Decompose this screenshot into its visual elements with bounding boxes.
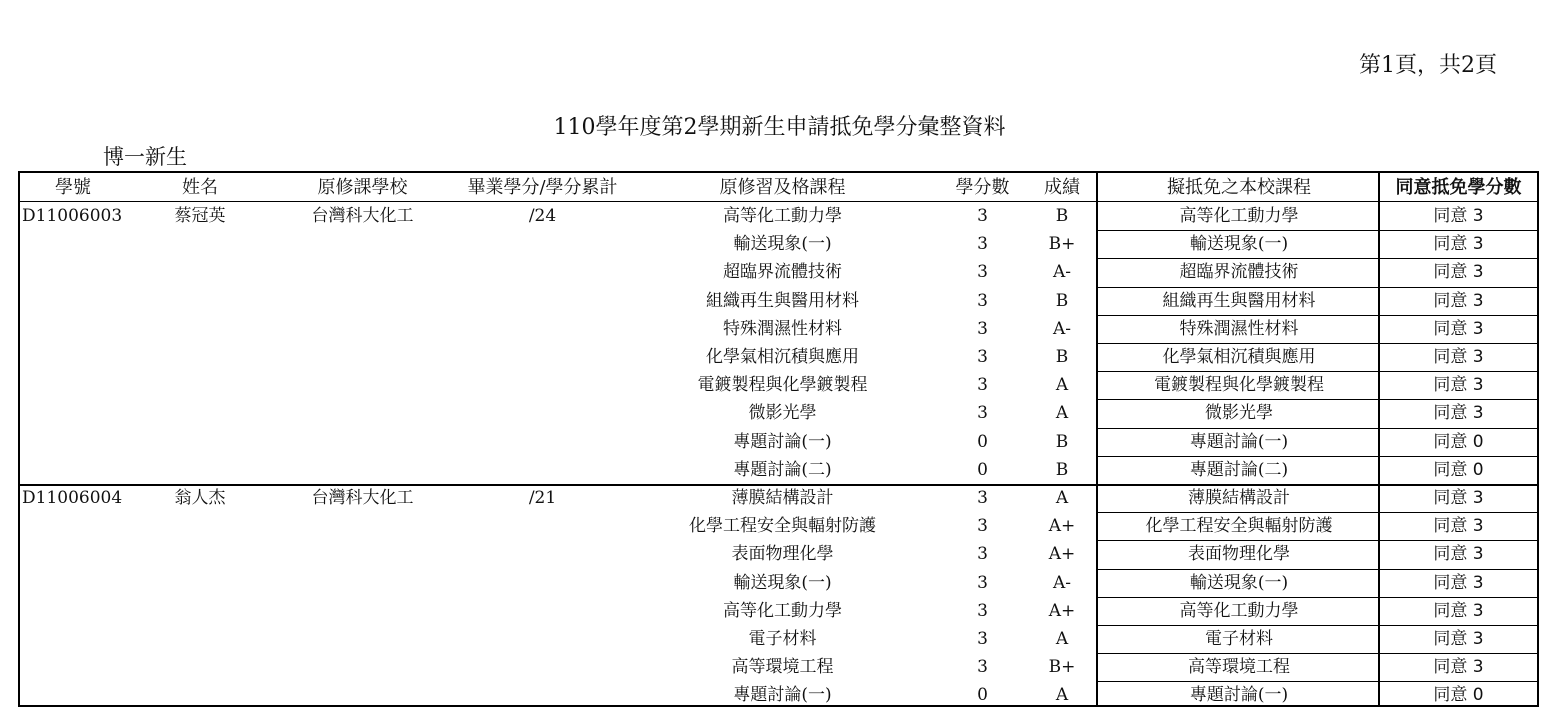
document-title: 110學年度第2學期新生申請抵免學分彙整資料 xyxy=(553,115,1006,140)
course-grade: A xyxy=(1055,629,1069,649)
original-course: 輸送現象(一) xyxy=(733,234,832,255)
course-credits: 3 xyxy=(977,657,988,678)
student-name: 蔡冠英 xyxy=(174,206,226,226)
header-student-id: 學號 xyxy=(55,177,91,198)
approved-credits: 同意 0 xyxy=(1433,431,1484,452)
course-credits: 3 xyxy=(977,290,988,311)
previous-school: 台灣科大化工 xyxy=(311,206,414,226)
course-credits: 3 xyxy=(977,629,988,649)
course-grade: B xyxy=(1055,206,1069,226)
original-course: 薄膜結構設計 xyxy=(731,488,834,508)
target-course: 超臨界流體技術 xyxy=(1179,262,1299,283)
course-grade: A- xyxy=(1052,572,1072,593)
course-credits: 3 xyxy=(977,403,988,424)
original-course: 高等環境工程 xyxy=(731,657,834,678)
approved-credits: 同意 3 xyxy=(1433,234,1484,255)
student-id: D11006004 xyxy=(22,488,123,508)
target-course: 電鍍製程與化學鍍製程 xyxy=(1154,375,1324,396)
approved-credits: 同意 3 xyxy=(1433,403,1484,424)
course-grade: B xyxy=(1055,290,1069,311)
approved-credits: 同意 3 xyxy=(1433,375,1484,396)
course-credits: 0 xyxy=(977,459,988,480)
course-credits: 3 xyxy=(977,516,988,537)
course-grade: A xyxy=(1055,403,1069,424)
course-grade: A- xyxy=(1052,318,1072,339)
target-course: 專題討論(二) xyxy=(1189,459,1289,480)
approved-credits: 同意 3 xyxy=(1433,600,1484,621)
header-target-course: 擬抵免之本校課程 xyxy=(1167,177,1311,198)
approved-credits: 同意 3 xyxy=(1433,544,1484,565)
course-credits: 0 xyxy=(977,685,988,706)
target-course: 化學氣相沉積與應用 xyxy=(1162,347,1316,367)
course-grade: A xyxy=(1055,375,1069,396)
header-grade: 成績 xyxy=(1044,177,1080,198)
approved-credits: 同意 3 xyxy=(1433,347,1484,367)
course-credits: 3 xyxy=(977,206,988,226)
header-name: 姓名 xyxy=(182,177,218,198)
student-name: 翁人杰 xyxy=(174,488,226,508)
course-grade: B xyxy=(1055,459,1069,480)
original-course: 專題討論(一) xyxy=(733,431,832,452)
course-credits: 3 xyxy=(977,262,988,283)
course-grade: B+ xyxy=(1048,657,1076,678)
target-course: 特殊潤濕性材料 xyxy=(1179,318,1299,339)
target-course: 高等化工動力學 xyxy=(1179,600,1299,621)
credits-summary: /24 xyxy=(528,206,557,226)
approved-credits: 同意 0 xyxy=(1433,459,1484,480)
target-course: 電子材料 xyxy=(1205,629,1273,649)
approved-credits: 同意 3 xyxy=(1433,290,1484,311)
credit-waiver-table xyxy=(18,171,1539,707)
target-course: 輸送現象(一) xyxy=(1189,572,1289,593)
target-course: 高等環境工程 xyxy=(1188,657,1290,678)
credits-summary: /21 xyxy=(528,488,557,508)
target-course: 高等化工動力學 xyxy=(1179,206,1299,226)
approved-credits: 同意 0 xyxy=(1433,685,1484,706)
original-course: 電子材料 xyxy=(748,629,817,649)
target-course: 微影光學 xyxy=(1205,403,1273,424)
student-id: D11006003 xyxy=(22,206,123,226)
original-course: 高等化工動力學 xyxy=(723,600,842,621)
header-school: 原修課學校 xyxy=(317,177,408,198)
course-grade: A xyxy=(1055,685,1069,706)
target-course: 化學工程安全與輻射防護 xyxy=(1145,516,1333,537)
course-credits: 0 xyxy=(977,431,988,452)
original-course: 超臨界流體技術 xyxy=(723,262,842,283)
approved-credits: 同意 3 xyxy=(1433,572,1484,593)
target-course: 專題討論(一) xyxy=(1189,431,1289,452)
approved-credits: 同意 3 xyxy=(1433,516,1484,537)
target-course: 輸送現象(一) xyxy=(1189,234,1289,255)
page-number: 第1頁，共2頁 xyxy=(1359,53,1497,78)
approved-credits: 同意 3 xyxy=(1433,629,1484,649)
course-grade: B xyxy=(1055,347,1069,367)
previous-school: 台灣科大化工 xyxy=(311,488,414,508)
header-credits: 畢業學分/學分累計 xyxy=(467,177,618,198)
course-credits: 3 xyxy=(977,318,988,339)
course-credits: 3 xyxy=(977,234,988,255)
course-grade: A- xyxy=(1052,262,1072,283)
original-course: 專題討論(二) xyxy=(733,459,832,480)
course-grade: A+ xyxy=(1048,600,1076,621)
original-course: 輸送現象(一) xyxy=(733,572,832,593)
course-grade: A xyxy=(1055,488,1069,508)
header-course: 原修習及格課程 xyxy=(719,177,846,198)
course-grade: A+ xyxy=(1048,544,1076,565)
original-course: 高等化工動力學 xyxy=(723,206,842,226)
target-course: 薄膜結構設計 xyxy=(1188,488,1290,508)
header-approved: 同意抵免學分數 xyxy=(1395,177,1522,198)
course-credits: 3 xyxy=(977,600,988,621)
approved-credits: 同意 3 xyxy=(1433,657,1484,678)
original-course: 化學氣相沉積與應用 xyxy=(706,347,859,367)
approved-credits: 同意 3 xyxy=(1433,318,1484,339)
course-credits: 3 xyxy=(977,572,988,593)
course-credits: 3 xyxy=(977,544,988,565)
original-course: 組織再生與醫用材料 xyxy=(706,290,859,311)
course-credits: 3 xyxy=(977,347,988,367)
target-course: 表面物理化學 xyxy=(1188,544,1290,565)
original-course: 微影光學 xyxy=(748,403,817,424)
approved-credits: 同意 3 xyxy=(1433,262,1484,283)
original-course: 表面物理化學 xyxy=(731,544,834,565)
approved-credits: 同意 3 xyxy=(1433,206,1484,226)
original-course: 電鍍製程與化學鍍製程 xyxy=(697,375,868,396)
course-credits: 3 xyxy=(977,488,988,508)
group-label: 博一新生 xyxy=(103,145,187,169)
original-course: 化學工程安全與輻射防護 xyxy=(689,516,876,537)
header-course-credits: 學分數 xyxy=(955,177,1010,198)
target-course: 專題討論(一) xyxy=(1189,685,1289,706)
target-course: 組織再生與醫用材料 xyxy=(1162,290,1316,311)
approved-credits: 同意 3 xyxy=(1433,488,1484,508)
original-course: 專題討論(一) xyxy=(733,685,832,706)
course-grade: B+ xyxy=(1048,234,1076,255)
course-credits: 3 xyxy=(977,375,988,396)
course-grade: A+ xyxy=(1048,516,1076,537)
course-grade: B xyxy=(1055,431,1069,452)
original-course: 特殊潤濕性材料 xyxy=(723,318,842,339)
